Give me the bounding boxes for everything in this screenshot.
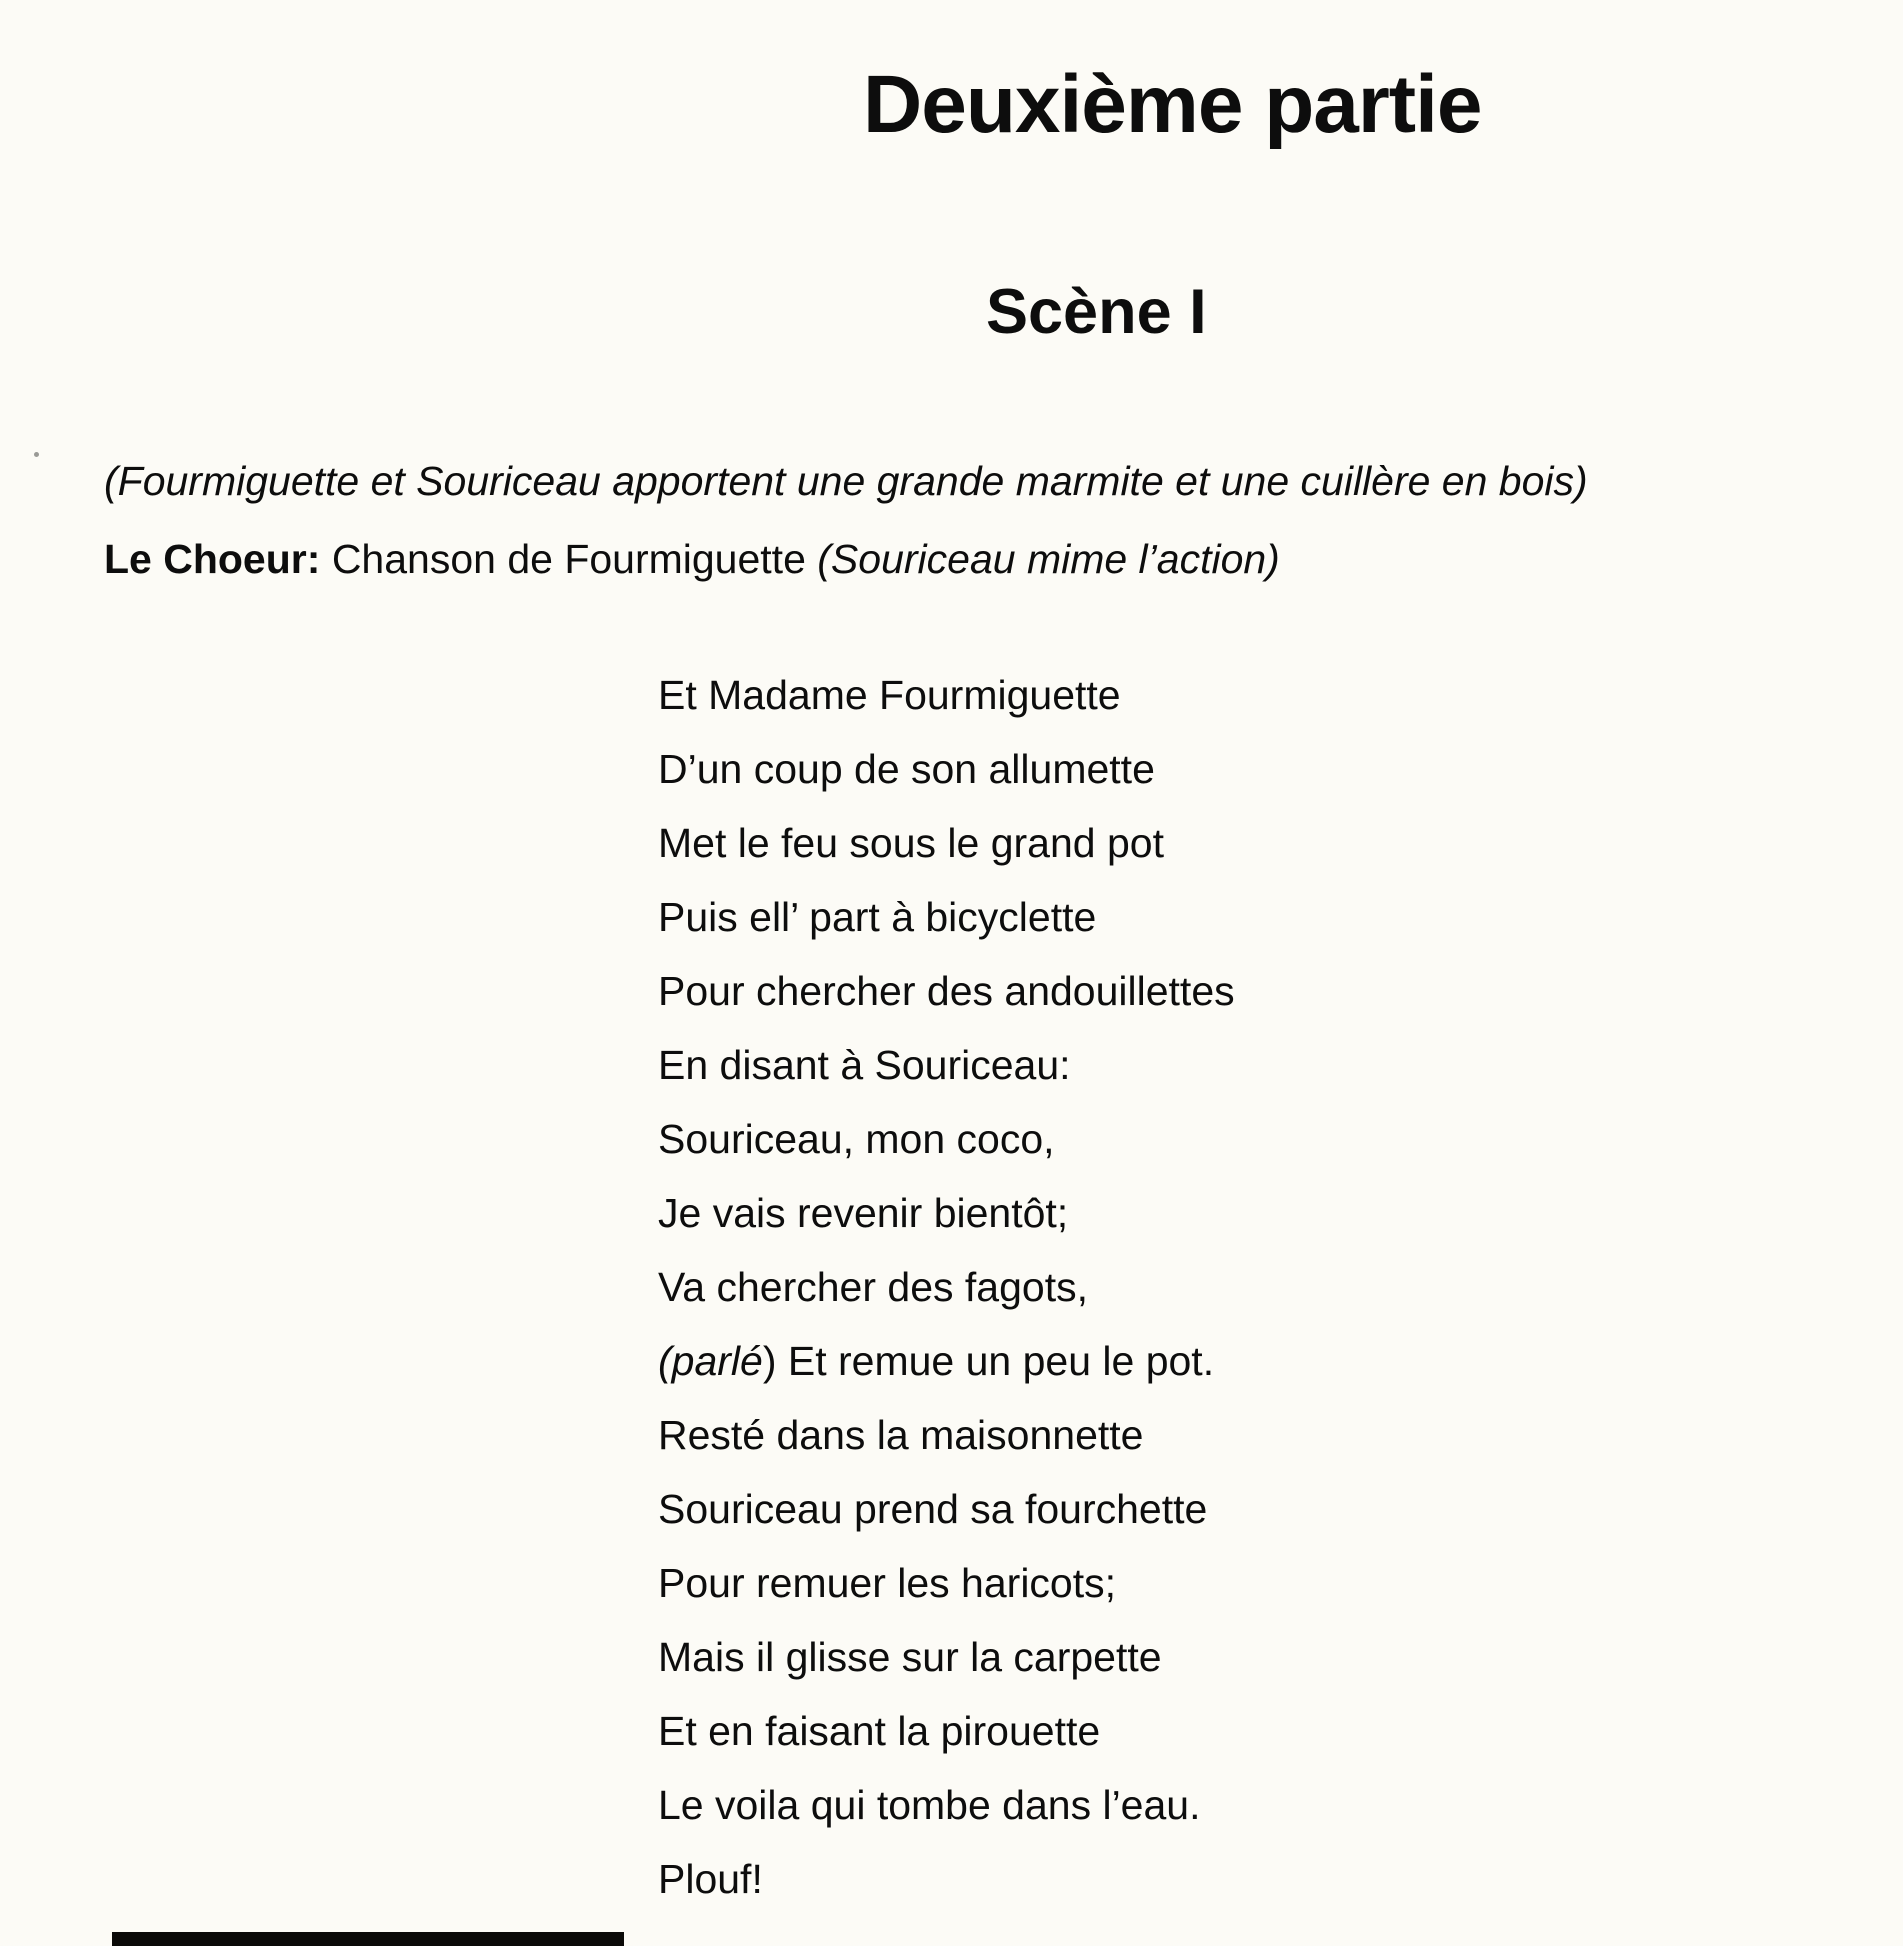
song-line [658, 1028, 1235, 1102]
song-line [658, 1250, 1235, 1324]
stage-direction: (Fourmiguette et Souriceau apportent une grande marmite et une cuillère en bois) [104, 458, 1588, 504]
song-line-segment: Souriceau prend sa fourchette [658, 1486, 1208, 1532]
song-line-segment: Je vais revenir bientôt; [658, 1190, 1069, 1236]
scan-speck [34, 452, 39, 457]
song-line [658, 1842, 1235, 1916]
song-line-segment: En disant à Souriceau: [658, 1042, 1071, 1088]
song-line [658, 1176, 1235, 1250]
song-line [658, 732, 1235, 806]
song-line [658, 880, 1235, 954]
song-line [658, 1324, 1235, 1398]
song-line [658, 1102, 1235, 1176]
cut-off-black-bar [112, 1932, 624, 1946]
song-line-segment: Pour remuer les haricots; [658, 1560, 1117, 1606]
song-line [658, 1398, 1235, 1472]
song-line-segment: Plouf! [658, 1856, 763, 1902]
song-line-segment: Resté dans la maisonnette [658, 1412, 1144, 1458]
song-line [658, 806, 1235, 880]
scene-heading: Scène I [986, 277, 1207, 347]
song-line [658, 1768, 1235, 1842]
chorus-line [104, 536, 1280, 583]
song-line-segment: Et Madame Fourmiguette [658, 672, 1121, 718]
speaker-label: Le Choeur: [104, 536, 321, 582]
song-line-segment: Souriceau, mon coco, [658, 1116, 1055, 1162]
song-line-segment: Mais il glisse sur la carpette [658, 1634, 1162, 1680]
song-line-segment: Pour chercher des andouillettes [658, 968, 1235, 1014]
song-line [658, 954, 1235, 1028]
song-line [658, 1694, 1235, 1768]
page-title: Deuxième partie [863, 59, 1482, 150]
inline-stage-direction: (Souriceau mime l’action) [817, 536, 1280, 582]
song-line [658, 1472, 1235, 1546]
song-line-segment: Met le feu sous le grand pot [658, 820, 1164, 866]
song-line-segment: ) Et remue un peu le pot. [762, 1338, 1215, 1384]
song-line-segment: D’un coup de son allumette [658, 746, 1155, 792]
song-line [658, 658, 1235, 732]
song-line-segment: Puis ell’ part à bicyclette [658, 894, 1097, 940]
chorus-text: Chanson de Fourmiguette [331, 536, 806, 582]
song-line-segment: Le voila qui tombe dans l’eau. [658, 1782, 1201, 1828]
song-lyrics [658, 658, 1235, 1916]
song-line [658, 1546, 1235, 1620]
song-line [658, 1620, 1235, 1694]
song-line-segment: Va chercher des fagots, [658, 1264, 1088, 1310]
song-line-segment: Et en faisant la pirouette [658, 1708, 1101, 1754]
song-line-segment: (parlé [658, 1338, 763, 1384]
